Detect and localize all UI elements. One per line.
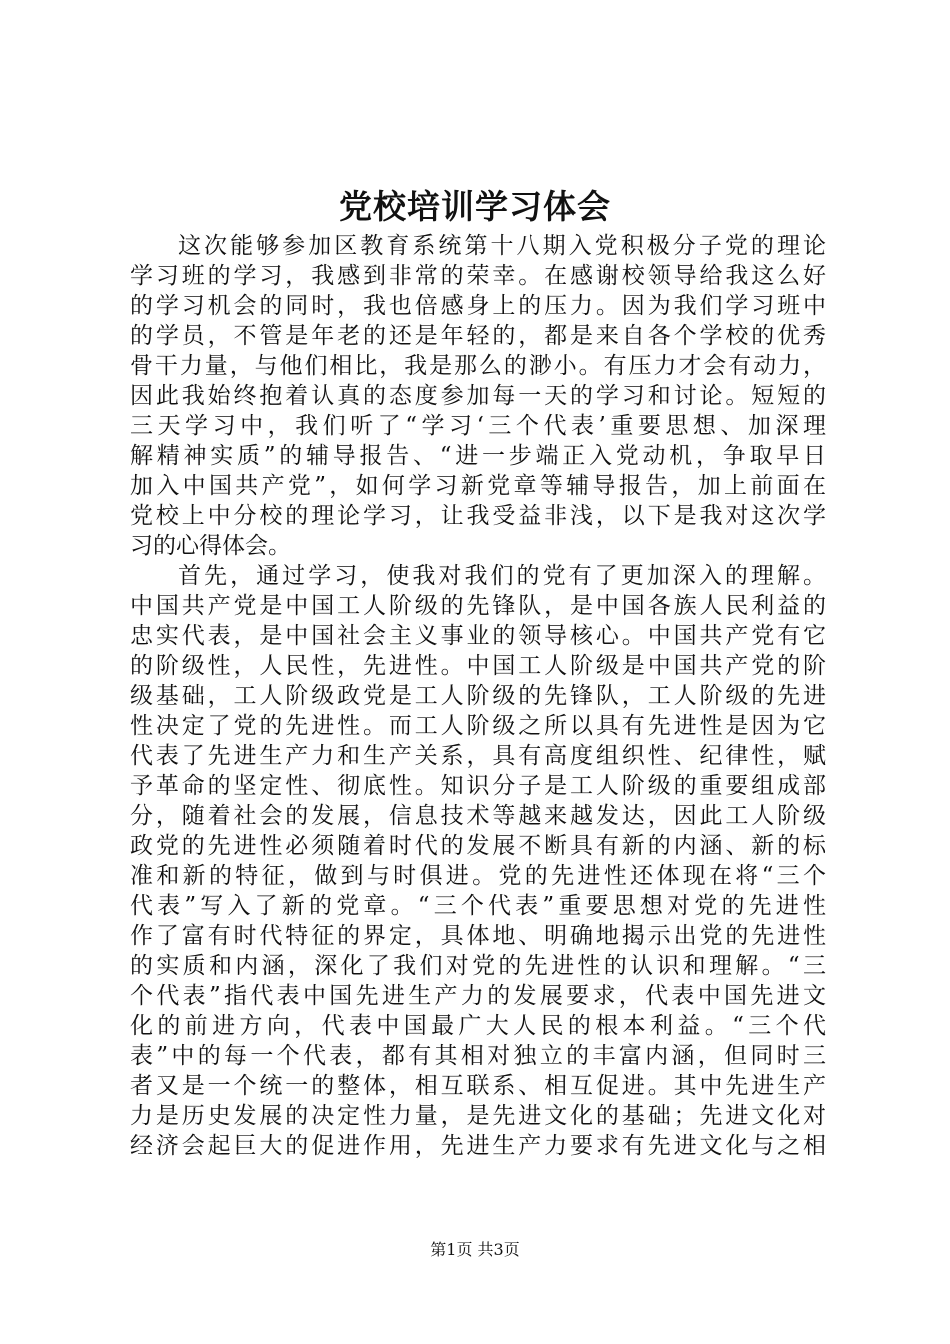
text-line: 解精神实质”的辅导报告、“进一步端正入党动机，争取早日 <box>130 443 826 469</box>
text-line: 分，随着社会的发展，信息技术等越来越发达，因此工人阶级 <box>130 803 826 829</box>
text-line: 表”中的每一个代表，都有其相对独立的丰富内涵，但同时三 <box>130 1043 826 1069</box>
text-line: 中国共产党是中国工人阶级的先锋队，是中国各族人民利益的 <box>130 593 826 619</box>
text-line: 的学员，不管是年老的还是年轻的，都是来自各个学校的优秀 <box>130 323 826 349</box>
text-line: 准和新的特征，做到与时俱进。党的先进性还体现在将“三个 <box>130 863 826 889</box>
paragraph-1 <box>130 231 826 561</box>
text-line: 个代表”指代表中国先进生产力的发展要求，代表中国先进文 <box>130 983 826 1009</box>
text-line: 三天学习中，我们听了“学习‘三个代表’重要思想、加深理 <box>130 413 826 439</box>
text-line: 予革命的坚定性、彻底性。知识分子是工人阶级的重要组成部 <box>130 773 826 799</box>
text-line: 的阶级性，人民性，先进性。中国工人阶级是中国共产党的阶 <box>130 653 826 679</box>
text-line: 级基础，工人阶级政党是工人阶级的先锋队，工人阶级的先进 <box>130 683 826 709</box>
text-line: 政党的先进性必须随着时代的发展不断具有新的内涵、新的标 <box>130 833 826 859</box>
text-line: 的实质和内涵，深化了我们对党的先进性的认识和理解。“三 <box>130 953 826 979</box>
text-line: 化的前进方向，代表中国最广大人民的根本利益。“三个代 <box>130 1013 826 1039</box>
text-line: 骨干力量，与他们相比，我是那么的渺小。有压力才会有动力， <box>130 353 826 379</box>
text-line: 加入中国共产党”，如何学习新党章等辅导报告，加上前面在 <box>130 473 826 499</box>
text-line: 经济会起巨大的促进作用，先进生产力要求有先进文化与之相 <box>130 1133 826 1159</box>
document-title: 党校培训学习体会 <box>339 187 611 226</box>
text-line: 习的心得体会。 <box>130 533 291 559</box>
text-line: 代表了先进生产力和生产关系，具有高度组织性、纪律性，赋 <box>130 743 826 769</box>
text-line: 这次能够参加区教育系统第十八期入党积极分子党的理论 <box>178 233 826 259</box>
document-body <box>130 231 826 1161</box>
text-line: 的学习机会的同时，我也倍感身上的压力。因为我们学习班中 <box>130 293 826 319</box>
page-footer: 第1页 共3页 <box>430 1240 520 1259</box>
text-line: 忠实代表，是中国社会主义事业的领导核心。中国共产党有它 <box>130 623 826 649</box>
text-line: 力是历史发展的决定性力量，是先进文化的基础；先进文化对 <box>130 1103 826 1129</box>
text-line: 因此我始终抱着认真的态度参加每一天的学习和讨论。短短的 <box>130 383 826 409</box>
text-line: 者又是一个统一的整体，相互联系、相互促进。其中先进生产 <box>130 1073 826 1099</box>
paragraph-2 <box>130 561 826 1161</box>
text-line: 性决定了党的先进性。而工人阶级之所以具有先进性是因为它 <box>130 713 826 739</box>
text-line: 党校上中分校的理论学习，让我受益非浅，以下是我对这次学 <box>130 503 826 529</box>
text-line: 代表”写入了新的党章。“三个代表”重要思想对党的先进性 <box>130 893 826 919</box>
text-line: 首先，通过学习，使我对我们的党有了更加深入的理解。 <box>178 563 826 589</box>
text-line: 作了富有时代特征的界定，具体地、明确地揭示出党的先进性 <box>130 923 826 949</box>
text-line: 学习班的学习，我感到非常的荣幸。在感谢校领导给我这么好 <box>130 263 826 289</box>
